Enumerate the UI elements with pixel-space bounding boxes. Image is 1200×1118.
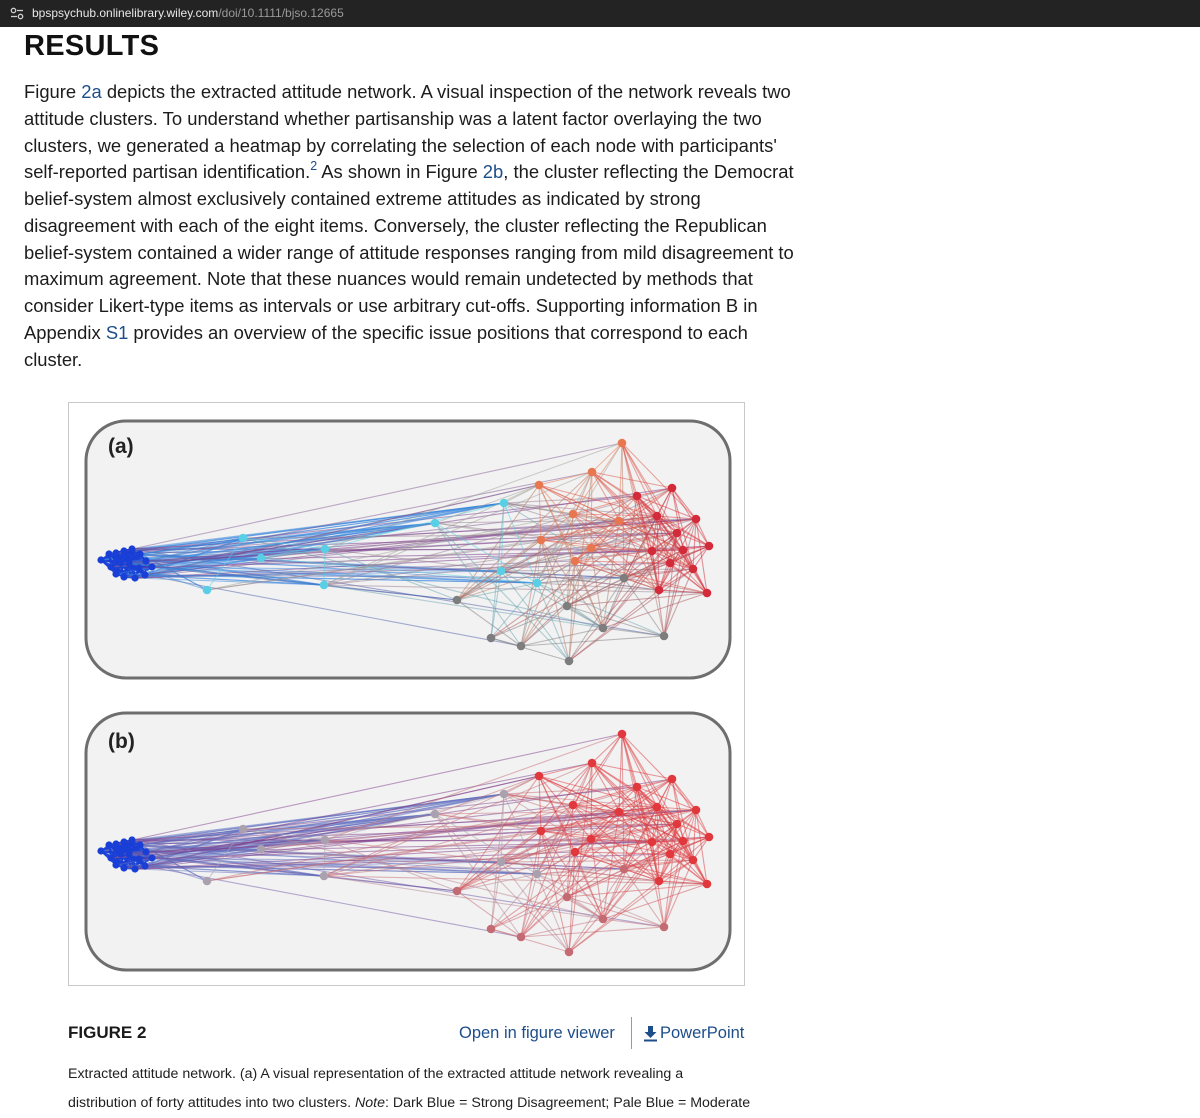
network-node [633, 492, 642, 501]
network-node [128, 836, 135, 843]
paragraph-text: , the cluster reflecting the Democrat belief-system almost exclusively contained extreme attitudes as indicated by strong disagreement with each of the eight items. Conversely, the cluster reflecting the Republican belief-system contained a wider range of attitude responses ranging from mild disagreement to maximum agreement. Note that these nuances would remain undetected by methods that consider Likert-type items as intervals or use arbitrary cut-offs. Supporting information B in Appendix [24, 161, 794, 343]
results-paragraph [24, 79, 799, 373]
network-node [125, 559, 132, 566]
url-domain: bpspsychub.onlinelibrary.wiley.com [32, 6, 219, 20]
powerpoint-label: PowerPoint [660, 1024, 745, 1042]
network-node [655, 586, 664, 595]
network-node [117, 850, 124, 857]
network-node [660, 632, 669, 641]
network-node [135, 564, 142, 571]
network-node [431, 519, 440, 528]
panel-b-label: (b) [108, 730, 135, 753]
network-node [142, 557, 149, 564]
powerpoint-download-link[interactable] [642, 1024, 744, 1043]
open-figure-viewer-link[interactable]: Open in figure viewer [459, 1024, 615, 1042]
network-node [117, 559, 124, 566]
network-node [535, 772, 544, 781]
paragraph-text: provides an overview of the specific issue positions that correspond to each cluster. [24, 321, 748, 370]
network-node [705, 833, 714, 842]
panel-b [86, 713, 730, 970]
network-node [239, 534, 248, 543]
network-node [660, 923, 669, 932]
network-node [679, 837, 688, 846]
panel-a-label: (a) [108, 435, 134, 458]
network-node [689, 856, 698, 865]
network-node [705, 542, 714, 551]
network-node [599, 624, 608, 633]
network-node [588, 759, 597, 768]
network-node [142, 848, 149, 855]
network-node [620, 865, 629, 874]
network-node [517, 933, 526, 942]
figure-2a-link[interactable]: 2a [81, 81, 102, 102]
network-node [587, 835, 596, 844]
network-node [136, 550, 143, 557]
network-node [257, 845, 266, 854]
network-node [563, 893, 572, 902]
network-node [112, 840, 119, 847]
network-node [599, 915, 608, 924]
network-node [533, 870, 542, 879]
network-node [120, 573, 127, 580]
figure-label: FIGURE 2 [68, 1023, 147, 1042]
paragraph-text: As shown in Figure [317, 161, 483, 183]
network-node [131, 865, 138, 872]
network-node [666, 559, 675, 568]
network-node [125, 850, 132, 857]
network-node [203, 877, 212, 886]
network-node [648, 547, 657, 556]
network-node [500, 499, 509, 508]
network-node [620, 574, 629, 583]
footer-divider [631, 1017, 632, 1049]
network-node [257, 554, 266, 563]
site-settings-icon[interactable] [10, 7, 24, 20]
network-node [673, 820, 682, 829]
network-node [569, 510, 578, 519]
caption-line-2-end: : Dark Blue = Strong Disagreement; Pale Blue = Moderate [385, 1095, 751, 1111]
network-node [692, 515, 701, 524]
network-node [588, 468, 597, 477]
figure-caption [68, 1060, 768, 1118]
network-node [533, 579, 542, 588]
network-figure [69, 403, 744, 985]
url-path: /doi/10.1111/bjso.12665 [218, 6, 344, 20]
caption-note: Note [355, 1095, 386, 1111]
network-node [320, 581, 329, 590]
network-node [105, 841, 112, 848]
network-node [537, 536, 546, 545]
network-node [487, 925, 496, 934]
network-node [563, 602, 572, 611]
network-node [112, 861, 119, 868]
network-node [497, 567, 506, 576]
network-node [668, 484, 677, 493]
network-node [633, 783, 642, 792]
network-node [587, 544, 596, 553]
paragraph-text: depicts the extracted attitude network. A visual inspection of the network reveals two attitude clusters. To understand whether partisanship was a latent factor overlaying the two clusters, we generated a heatmap by correlating the selection of each node with participants' self-reported partisan identification. [24, 81, 791, 183]
network-node [653, 512, 662, 521]
caption-line-2-start: distribution of forty attitudes into two clusters. [68, 1095, 356, 1111]
network-node [120, 838, 127, 845]
network-node [453, 596, 462, 605]
network-node [500, 790, 509, 799]
network-node [615, 517, 624, 526]
network-node [571, 848, 580, 857]
network-node [666, 850, 675, 859]
figure-2-image[interactable] [68, 402, 745, 986]
network-node [148, 854, 155, 861]
network-node [321, 545, 330, 554]
network-node [535, 481, 544, 490]
network-node [239, 825, 248, 834]
network-node [203, 586, 212, 595]
network-node [487, 634, 496, 643]
caption-line-1: Extracted attitude network. (a) A visual representation of the extracted attitude network revealing a [68, 1066, 684, 1082]
network-node [120, 864, 127, 871]
network-node [537, 827, 546, 836]
network-node [655, 877, 664, 886]
footnote-2-link[interactable]: 2 [310, 159, 318, 174]
network-node [141, 862, 148, 869]
network-node [320, 872, 329, 881]
figure-2b-link[interactable]: 2b [482, 161, 504, 183]
network-node [618, 439, 627, 448]
network-node [497, 858, 506, 867]
network-node [517, 642, 526, 651]
network-node [148, 563, 155, 570]
browser-url-bar[interactable] [0, 0, 1200, 27]
network-node [136, 841, 143, 848]
network-node [668, 775, 677, 784]
network-node [105, 550, 112, 557]
network-node [107, 854, 114, 861]
network-node [569, 801, 578, 810]
network-node [615, 808, 624, 817]
network-node [135, 855, 142, 862]
network-node [703, 880, 712, 889]
network-node [321, 836, 330, 845]
panel-a [86, 421, 730, 678]
network-node [120, 547, 127, 554]
network-node [571, 557, 580, 566]
network-node [112, 549, 119, 556]
network-node [112, 570, 119, 577]
section-heading: RESULTS [24, 30, 160, 62]
download-icon [642, 1025, 659, 1042]
network-node [692, 806, 701, 815]
network-node [565, 657, 574, 666]
network-node [141, 571, 148, 578]
network-node [689, 565, 698, 574]
url-text[interactable] [32, 6, 344, 20]
network-node [618, 730, 627, 739]
network-node [128, 545, 135, 552]
appendix-s1-link[interactable]: S1 [105, 321, 129, 343]
network-node [453, 887, 462, 896]
network-node [679, 546, 688, 555]
network-node [565, 948, 574, 957]
network-node [653, 803, 662, 812]
network-node [648, 838, 657, 847]
network-node [703, 589, 712, 598]
network-node [431, 810, 440, 819]
paragraph-text: Figure [24, 81, 82, 102]
network-node [97, 556, 104, 563]
network-node [131, 574, 138, 581]
network-node [97, 847, 104, 854]
network-node [673, 529, 682, 538]
network-node [107, 563, 114, 570]
